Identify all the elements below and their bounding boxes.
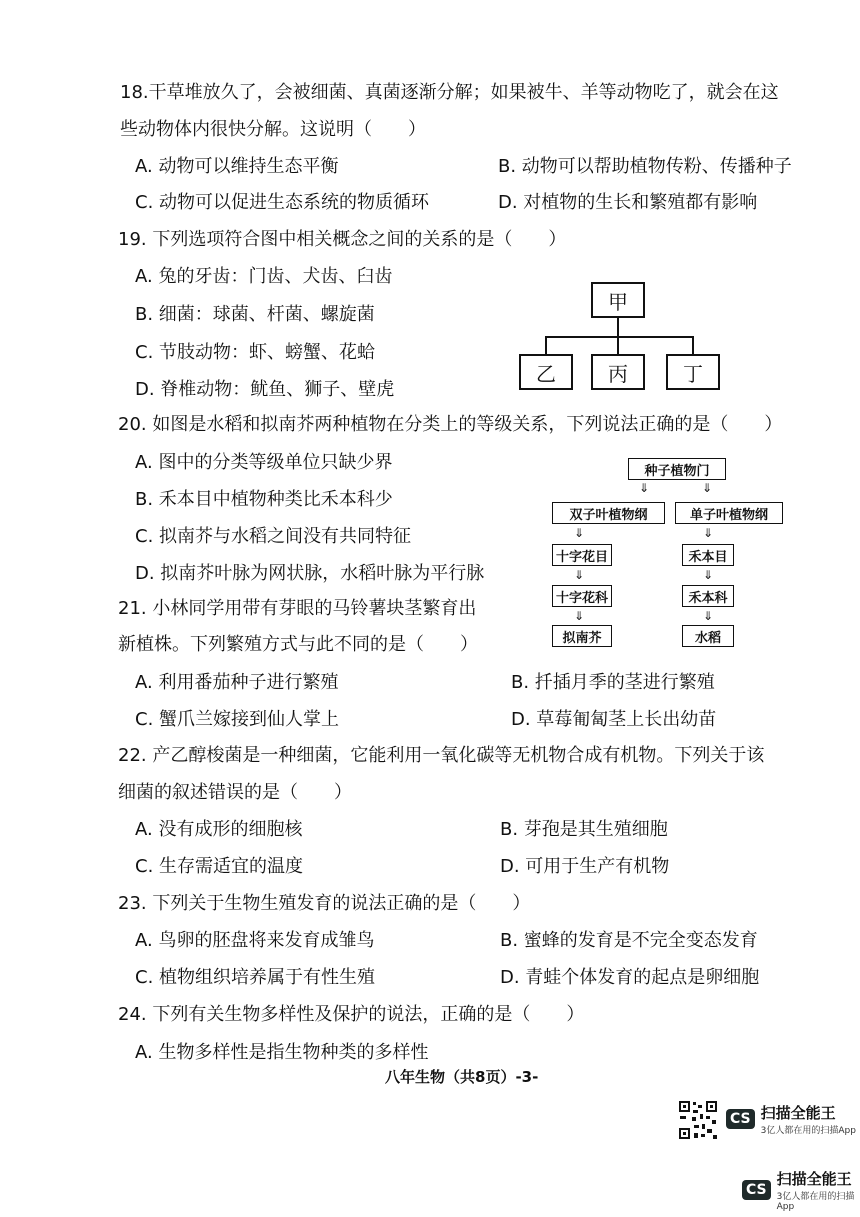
q23-option-a: A. 鸟卵的胚盘将来发育成雏鸟: [135, 930, 375, 951]
tree-arrow: ⇓: [703, 609, 714, 623]
q18-option-d: D. 对植物的生长和繁殖都有影响: [498, 192, 758, 213]
diagram-box-bing: 丙: [591, 354, 645, 390]
diagram-connector: [692, 336, 694, 355]
tree-right-order-box: 禾本目: [682, 544, 734, 566]
q22-stem-line2: 细菌的叙述错误的是（ ）: [118, 782, 352, 803]
q21-stem-line2: 新植株。下列繁殖方式与此不同的是（ ）: [118, 634, 478, 655]
tree-left-class-box: 双子叶植物纲: [552, 502, 665, 524]
q21-option-d: D. 草莓匍匐茎上长出幼苗: [511, 709, 717, 730]
tree-left-species-box: 拟南芥: [552, 625, 612, 647]
tree-right-family-box: 禾本科: [682, 585, 734, 607]
tree-arrow: ⇓: [574, 568, 585, 582]
diagram-connector: [545, 336, 547, 355]
scanner-watermark: [726, 1102, 856, 1136]
scanner-tagline: 3亿人都在用的扫描App: [760, 1126, 856, 1136]
q20-option-b: B. 禾本目中植物种类比禾本科少: [135, 489, 393, 510]
q23-option-c: C. 植物组织培养属于有性生殖: [135, 967, 376, 988]
q23-option-d: D. 青蛙个体发育的起点是卵细胞: [500, 967, 760, 988]
tree-left-order-box: 十字花目: [552, 544, 612, 566]
q18-stem-line2: 些动物体内很快分解。这说明（ ）: [120, 119, 426, 140]
tree-root-box: 种子植物门: [628, 458, 726, 480]
q18-option-b: B. 动物可以帮助植物传粉、传播种子: [498, 156, 792, 177]
tree-right-species-box: 水稻: [682, 625, 734, 647]
q24-option-a: A. 生物多样性是指生物种类的多样性: [135, 1042, 429, 1063]
diagram-box-yi: 乙: [519, 354, 573, 390]
q21-option-b: B. 扦插月季的茎进行繁殖: [511, 672, 715, 693]
tree-right-class-box: 单子叶植物纲: [675, 502, 783, 524]
q18-stem-line1: 18.干草堆放久了，会被细菌、真菌逐渐分解；如果被牛、羊等动物吃了，就会在这: [120, 82, 779, 103]
q23-option-b: B. 蜜蜂的发育是不完全变态发育: [500, 930, 758, 951]
scanner-brand: 扫描全能王: [760, 1104, 836, 1122]
q20-stem: 20. 如图是水稻和拟南芥两种植物在分类上的等级关系，下列说法正确的是（ ）: [118, 414, 783, 435]
q20-option-d: D. 拟南芥叶脉为网状脉，水稻叶脉为平行脉: [135, 563, 485, 584]
diagram-box-ding: 丁: [666, 354, 720, 390]
q19-option-d: D. 脊椎动物：鱿鱼、狮子、壁虎: [135, 379, 395, 400]
tree-arrow: ⇓: [702, 481, 713, 495]
scanner-logo-icon: CS: [726, 1109, 755, 1129]
q20-option-a: A. 图中的分类等级单位只缺少界: [135, 452, 393, 473]
q23-stem: 23. 下列关于生物生殖发育的说法正确的是（ ）: [118, 893, 531, 914]
diagram-box-jia: 甲: [591, 282, 645, 318]
diagram-connector: [545, 336, 694, 338]
q21-stem-line1: 21. 小林同学用带有芽眼的马铃薯块茎繁育出: [118, 598, 477, 619]
scanner-watermark-bottom: [742, 1168, 860, 1212]
tree-left-family-box: 十字花科: [552, 585, 612, 607]
q20-option-c: C. 拟南芥与水稻之间没有共同特征: [135, 526, 412, 547]
scanner-brand: 扫描全能王: [776, 1170, 852, 1188]
diagram-connector: [617, 318, 619, 337]
tree-arrow: ⇓: [703, 568, 714, 582]
q19-option-b: B. 细菌：球菌、杆菌、螺旋菌: [135, 304, 375, 325]
q22-option-b: B. 芽孢是其生殖细胞: [500, 819, 668, 840]
q19-option-c: C. 节肢动物：虾、螃蟹、花蛤: [135, 342, 376, 363]
diagram-connector: [617, 336, 619, 355]
q21-option-a: A. 利用番茄种子进行繁殖: [135, 672, 339, 693]
q22-option-c: C. 生存需适宜的温度: [135, 856, 304, 877]
q19-option-a: A. 兔的牙齿：门齿、犬齿、臼齿: [135, 266, 393, 287]
q22-option-d: D. 可用于生产有机物: [500, 856, 670, 877]
q21-option-c: C. 蟹爪兰嫁接到仙人掌上: [135, 709, 340, 730]
q18-option-a: A. 动物可以维持生态平衡: [135, 156, 339, 177]
tree-arrow: ⇓: [639, 481, 650, 495]
tree-arrow: ⇓: [574, 609, 585, 623]
scanner-logo-icon: CS: [742, 1180, 771, 1200]
qr-code-icon: [678, 1100, 718, 1140]
q19-stem: 19. 下列选项符合图中相关概念之间的关系的是（ ）: [118, 229, 567, 250]
scanner-tagline: 3亿人都在用的扫描App: [776, 1192, 855, 1212]
q22-stem-line1: 22. 产乙醇梭菌是一种细菌，它能利用一氧化碳等无机物合成有机物。下列关于该: [118, 745, 765, 766]
tree-arrow: ⇓: [703, 526, 714, 540]
q22-option-a: A. 没有成形的细胞核: [135, 819, 303, 840]
page-footer: 八年生物（共8页）-3-: [385, 1068, 539, 1086]
q18-option-c: C. 动物可以促进生态系统的物质循环: [135, 192, 430, 213]
q24-stem: 24. 下列有关生物多样性及保护的说法，正确的是（ ）: [118, 1004, 585, 1025]
tree-arrow: ⇓: [574, 526, 585, 540]
